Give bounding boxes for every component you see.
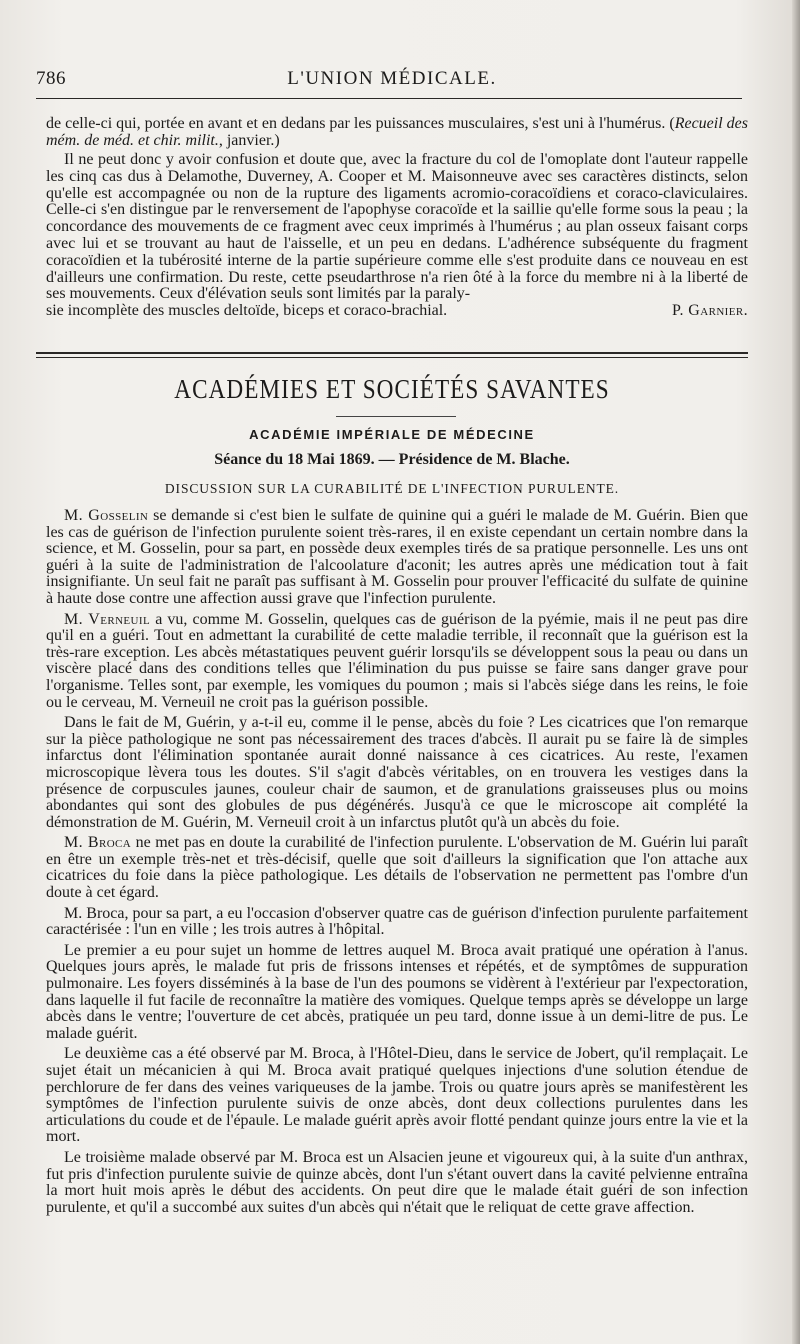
body-paragraph: [46, 835, 748, 901]
article-body: [46, 508, 748, 1220]
body-paragraph: [46, 612, 748, 712]
seance-line: Séance du 18 Mai 1869. — Présidence de M. Blache.: [214, 451, 570, 468]
page-number: 786: [36, 68, 66, 89]
page-edge-shadow: [792, 0, 800, 1344]
paragraph-text: Le troisième malade observé par M. Broca est un Alsacien jeune et vigoureux qui, à la suite d'un anthrax, fut pris d'infection purulente suivie de quinze abcès, dont l'un s'étant ouvert dans la cavité pelvienne entraîna la mort huit mois après le début des accidents. On peut dire que le malade était guéri de son infection purulente, et qu'il a succombé aux suites d'un abcès qui n'était que le reliquat de cette grave affection.: [46, 1148, 748, 1216]
body-paragraph: [46, 508, 748, 608]
intro-last-line: sie incomplète des muscles deltoïde, biceps et coraco-brachial.: [46, 302, 448, 320]
section-rule-thin: [36, 357, 748, 358]
section-title: ACADÉMIES ET SOCIÉTÉS SAVANTES: [174, 374, 610, 404]
intro-paragraph-2: Il ne peut donc y avoir confusion et doute que, avec la fracture du col de l'omoplate dont l'auteur rappelle les cinq cas dus à Delamothe, Duverney, A. Cooper et M. Maisonneuve avec ses caractères distincts, selon qu'elle est accompagnée ou non de la rupture des ligaments acromio-coracoïdiens et coraco-claviculaires. Celle-ci s'en distingue par le renversement de l'apophyse coracoïde et la saillie qu'elle forme sous la peau ; la concordance des mouvements de ce fragment avec ceux imprimés à l'humérus ; au plan osseux faisant corps avec lui et se trouvant au haut de l'aisselle, et un peu en dedans. L'adhérence subséquente du fragment coracoïdien et la tubérosité interne de la partie supérieure comme elle s'est produite dans ce nouveau en est d'ailleurs une confirmation. Du reste, cette pseudarthrose n'a rien ôté à la force du membre ni à la liberté de ses mouvements. Ceux d'élévation seuls sont limités par la paraly-: [46, 151, 748, 303]
body-paragraph: [46, 906, 748, 939]
citation-title: Recueil des mém. de méd. et chir. milit.: [46, 115, 749, 149]
paragraph-text: a vu, comme M. Gosselin, quelques cas de guérison de la pyémie, mais il ne peut pas dire qu'il en a guéri. Tout en admettant la curabilité de cette maladie terrible, il reconnaît que la guérison est la très-rare exception. Les abcès métastatiques peuvent guérir lorsqu'ils se développent sous la peau ou dans un viscère placé dans des conditions telles que l'élimination du pus puisse se faire sans danger grave pour l'organisme. Telles sont, par exemple, les vomiques du poumon ; mais si l'abcès siége dans les reins, le foie ou le cerveau, M. Verneuil ne croit pas la guérison possible.: [46, 610, 748, 711]
speaker-name: M. Gosselin: [64, 507, 149, 524]
speaker-name: M. Broca: [64, 834, 132, 852]
running-head: [36, 68, 748, 92]
discussion-heading: DISCUSSION SUR LA CURABILITÉ DE L'INFECTION PURULENTE.: [164, 481, 620, 496]
title-underline: [336, 416, 456, 417]
paragraph-text: Le premier a eu pour sujet un homme de lettres auquel M. Broca avait pratiqué une opération à l'anus. Quelques jours après, le malade fut pris de frissons intenses et répétés, et de symptômes de suppuration pulmonaire. Les foyers disséminés à la base de l'un des poumons se vidèrent à l'extérieur par l'expectoration, dans laquelle il fut facile de reconnaître la matière des vomiques. Quelque temps après se développe un large abcès dans le ventre; l'ouverture de cet abcès, pratiquée un peu tard, donne issue à un demi-litre de pus. Le malade guérit.: [46, 941, 748, 1042]
paragraph-text: Le deuxième cas a été observé par M. Broca, à l'Hôtel-Dieu, dans le service de Jobert, qu'il remplaçait. Le sujet était un mécanicien à qui M. Broca avait pratiqué quelques injections d'une solution étendue de perchlorure de fer dans des veines variqueuses de la jambe. Trois ou quatre jours après se manifestèrent les symptômes de l'infection purulente suivis de onze abcès, dont deux collections purulentes dans les articulations du coude et de l'épaule. Le malade guérit après avoir flotté pendant quinze jours entre la vie et la mort.: [46, 1045, 748, 1146]
header-rule: [36, 98, 742, 99]
paragraph-text: M. Broca, pour sa part, a eu l'occasion d'observer quatre cas de guérison d'infection purulente parfaitement caractérisée : l'un en ville ; les trois autres à l'hôpital.: [46, 904, 748, 939]
academie-heading: ACADÉMIE IMPÉRIALE DE MÉDECINE: [249, 427, 535, 442]
section-rule-thick: [36, 352, 748, 354]
body-paragraph: [46, 715, 748, 831]
body-paragraph: [46, 1150, 748, 1216]
paragraph-text: ne met pas en doute la curabilité de l'infection purulente. L'observation de M. Guérin lui paraît en être un exemple très-net et très-décisif, quelle que soit d'ailleurs la signification que l'on attache aux cicatrices du foie dans la pièce pathologique. Les détails de l'observation ne permettent pas l'ombre d'un doute à cet égard.: [46, 834, 749, 902]
intro-body: [46, 152, 748, 320]
body-paragraph: [46, 943, 748, 1043]
signature-line: [46, 303, 748, 320]
paragraph-text: se demande si c'est bien le sulfate de quinine qui a guéri le malade de M. Guérin. Bien que les cas de guérison de l'infection purulente soient très-rares, il en existe cependant un certain nombre dans la science, et M. Gosselin, pour sa part, en possède deux exemples tirés de sa pratique personnelle. Les uns ont guéri à la suite de l'administration de l'alcoolature d'aconit; les autres après une médication tout à fait insignifiante. Un seul fait ne paraît pas suffisant à M. Gosselin pour prouver l'efficacité du sulfate de quinine à haute dose contre une affection aussi grave que l'infection purulente.: [46, 507, 749, 607]
author-signature: P. Garnier.: [671, 302, 748, 320]
paragraph-text: Dans le fait de M, Guérin, y a-t-il eu, comme il le pense, abcès du foie ? Les cicatrices que l'on remarque sur la pièce pathologique ne sont pas nécessairement des traces d'abcès. Il aurait pu se faire là de simples infarctus dont l'élimination spontanée aurait donné naissance à ces cicatrices. Au reste, l'examen microscopique lèvera tous les doutes. S'il s'agit d'abcès véritables, on en trouvera les vestiges dans la présence de corpuscules jaunes, couleur chair de saumon, et de granulations graisseuses plus ou moins abondantes qui sont des globules de pus dégénérés. Jusqu'à ce que le microscope ait complété la démonstration de M. Guérin, M. Verneuil croit à un infarctus plutôt qu'à un abcès du foie.: [46, 714, 748, 831]
speaker-name: M. Verneuil: [64, 610, 151, 628]
intro-continuation: [46, 116, 748, 150]
body-paragraph: [46, 1046, 748, 1146]
journal-title: L'UNION MÉDICALE.: [287, 68, 497, 89]
intro-paragraph-1: de celle-ci qui, portée en avant et en dedans par les puissances musculaires, s'est uni à l'humérus. (Recueil des mém. de méd. et chir. milit., janvier.): [46, 115, 749, 149]
